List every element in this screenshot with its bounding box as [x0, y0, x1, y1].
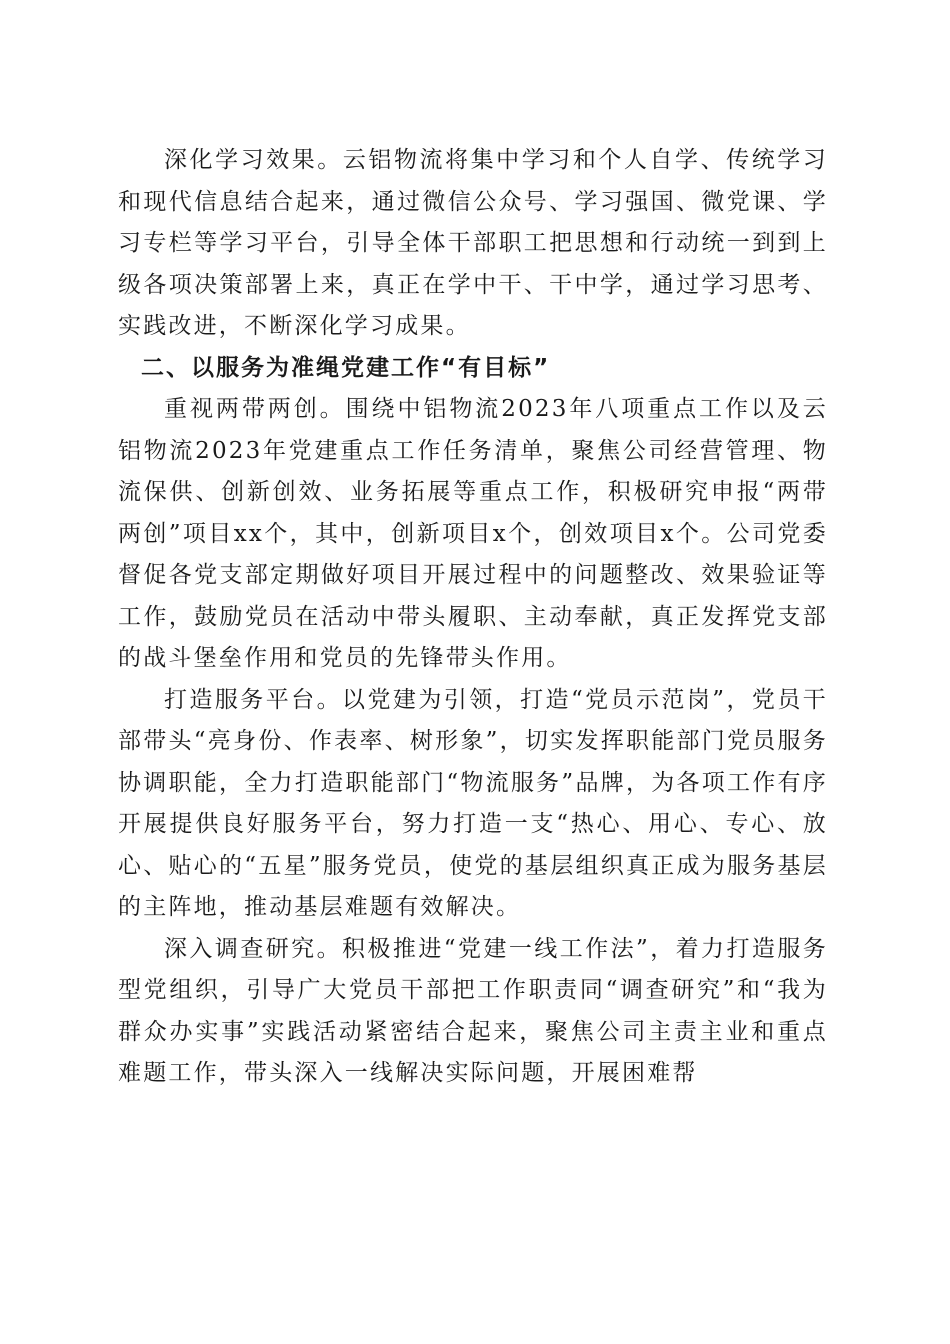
section-heading-service: 二、以服务为准绳党建工作“有目标” [141, 354, 551, 381]
paragraph-two-belts-two-creations: 重视两带两创。围绕中铝物流2023年八项重点工作以及云铝物流2023年党建重点工作任务清单，聚焦公司经营管理、物流保供、创新创效、业务拓展等重点工作，积极研究申报“两带两创”项目xx个，其中，创新项目x个，创效项目x个。公司党委督促各党支部定期做好项目开展过程中的问题整改、效果验证等工作，鼓励党员在活动中带头履职、主动奉献，真正发挥党支部的战斗堡垒作用和党员的先锋带头作用。 [118, 396, 828, 671]
paragraph-investigation-research: 深入调查研究。积极推进“党建一线工作法”，着力打造服务型党组织，引导广大党员干部把工作职责同“调查研究”和“我为群众办实事”实践活动紧密结合起来，聚焦公司主责主业和重点难题工作，带头深入一线解决实际问题，开展困难帮 [118, 935, 828, 1086]
paragraph-study-effect: 深化学习效果。云铝物流将集中学习和个人自学、传统学习和现代信息结合起来，通过微信公众号、学习强国、微党课、学习专栏等学习平台，引导全体干部职工把思想和行动统一到到上级各项决策部署上来，真正在学中干、干中学，通过学习思考、实践改进，不断深化学习成果。 [118, 147, 828, 339]
document-body [118, 140, 828, 1095]
paragraph-service-platform: 打造服务平台。以党建为引领，打造“党员示范岗”，党员干部带头“亮身份、作表率、树形象”，切实发挥职能部门党员服务协调职能，全力打造职能部门“物流服务”品牌，为各项工作有序开展提供良好服务平台，努力打造一支“热心、用心、专心、放心、贴心的“五星”服务党员，使党的基层组织真正成为服务基层的主阵地，推动基层难题有效解决。 [118, 686, 828, 920]
